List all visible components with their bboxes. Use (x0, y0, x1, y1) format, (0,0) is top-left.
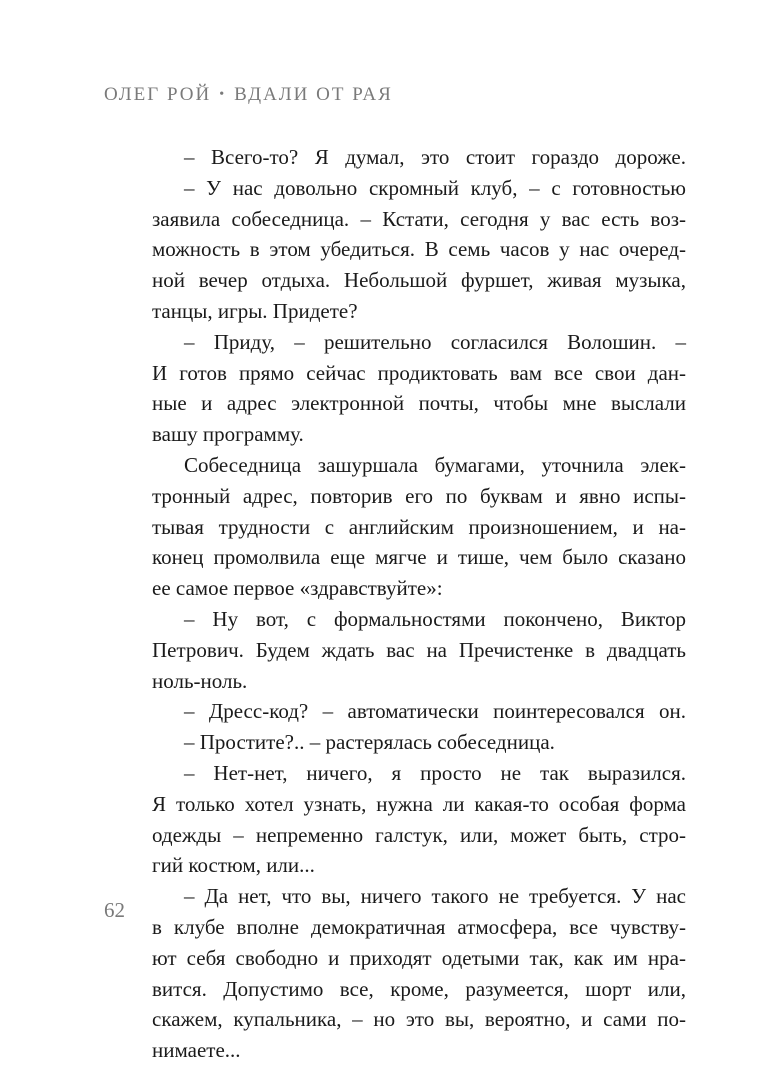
text-line: гий костюм, или... (152, 853, 315, 878)
running-head-separator: • (219, 87, 227, 102)
text-line: вашу программу. (152, 422, 304, 447)
text-line: вится. Допустимо все, кроме, разумеется, шорт или, (152, 976, 686, 1001)
text-line: – Дресс-код? – автоматически поинтересовался он. (184, 699, 686, 724)
text-line: Собеседница зашуршала бумагами, уточнила элек- (184, 452, 686, 477)
text-line: Я только хотел узнать, нужна ли какая-то особая форма (152, 791, 686, 816)
text-line: – Приду, – решительно согласился Волошин. – (184, 329, 686, 354)
text-line: И готов прямо сейчас продиктовать вам все свои дан- (152, 360, 686, 385)
text-line: одежды – непременно галстук, или, может быть, стро- (152, 822, 686, 847)
text-line: ной вечер отдыха. Небольшой фуршет, живая музыка, (152, 268, 686, 293)
text-line: – Простите?.. – растерялась собеседница. (184, 730, 555, 755)
text-line: – Нет-нет, ничего, я просто не так выразился. (184, 760, 686, 785)
text-line: – Да нет, что вы, ничего такого не требуется. У нас (184, 884, 686, 909)
page-number: 62 (104, 898, 125, 922)
text-line: нимаете... (152, 1038, 241, 1063)
text-line: танцы, игры. Придете? (152, 298, 358, 323)
text-line: скажем, купальника, – но это вы, вероятно, и сами по- (152, 1007, 686, 1032)
text-line: ее самое первое «здравствуйте»: (152, 576, 443, 601)
text-line: – У нас довольно скромный клуб, – с готовностью (184, 175, 686, 200)
running-head-title: ВДАЛИ ОТ РАЯ (234, 84, 393, 105)
text-line: тывая трудности с английским произношением, и на- (152, 514, 686, 539)
running-head-author: ОЛЕГ РОЙ (104, 84, 212, 105)
text-line: ноль-ноль. (152, 668, 248, 693)
text-line: Петрович. Будем ждать вас на Пречистенке в двадцать (152, 637, 686, 662)
text-line: ные и адрес электронной почты, чтобы мне выслали (152, 391, 686, 416)
text-line: заявила собеседница. – Кстати, сегодня у вас есть воз- (152, 206, 686, 231)
body-text (152, 142, 686, 1066)
text-line: можность в этом убедиться. В семь часов у нас очеред- (152, 237, 686, 262)
text-line: – Всего-то? Я думал, это стоит гораздо дороже. (184, 145, 686, 169)
text-line: в клубе вполне демократичная атмосфера, все чувству- (152, 914, 686, 939)
text-line: ют себя свободно и приходят одетыми так, как им нра- (152, 945, 686, 970)
text-line: – Ну вот, с формальностями покончено, Виктор (184, 606, 686, 631)
text-line: тронный адрес, повторив его по буквам и явно испы- (152, 483, 686, 508)
text-line: конец промолвила еще мягче и тише, чем было сказано (152, 545, 686, 570)
running-head (104, 84, 393, 106)
